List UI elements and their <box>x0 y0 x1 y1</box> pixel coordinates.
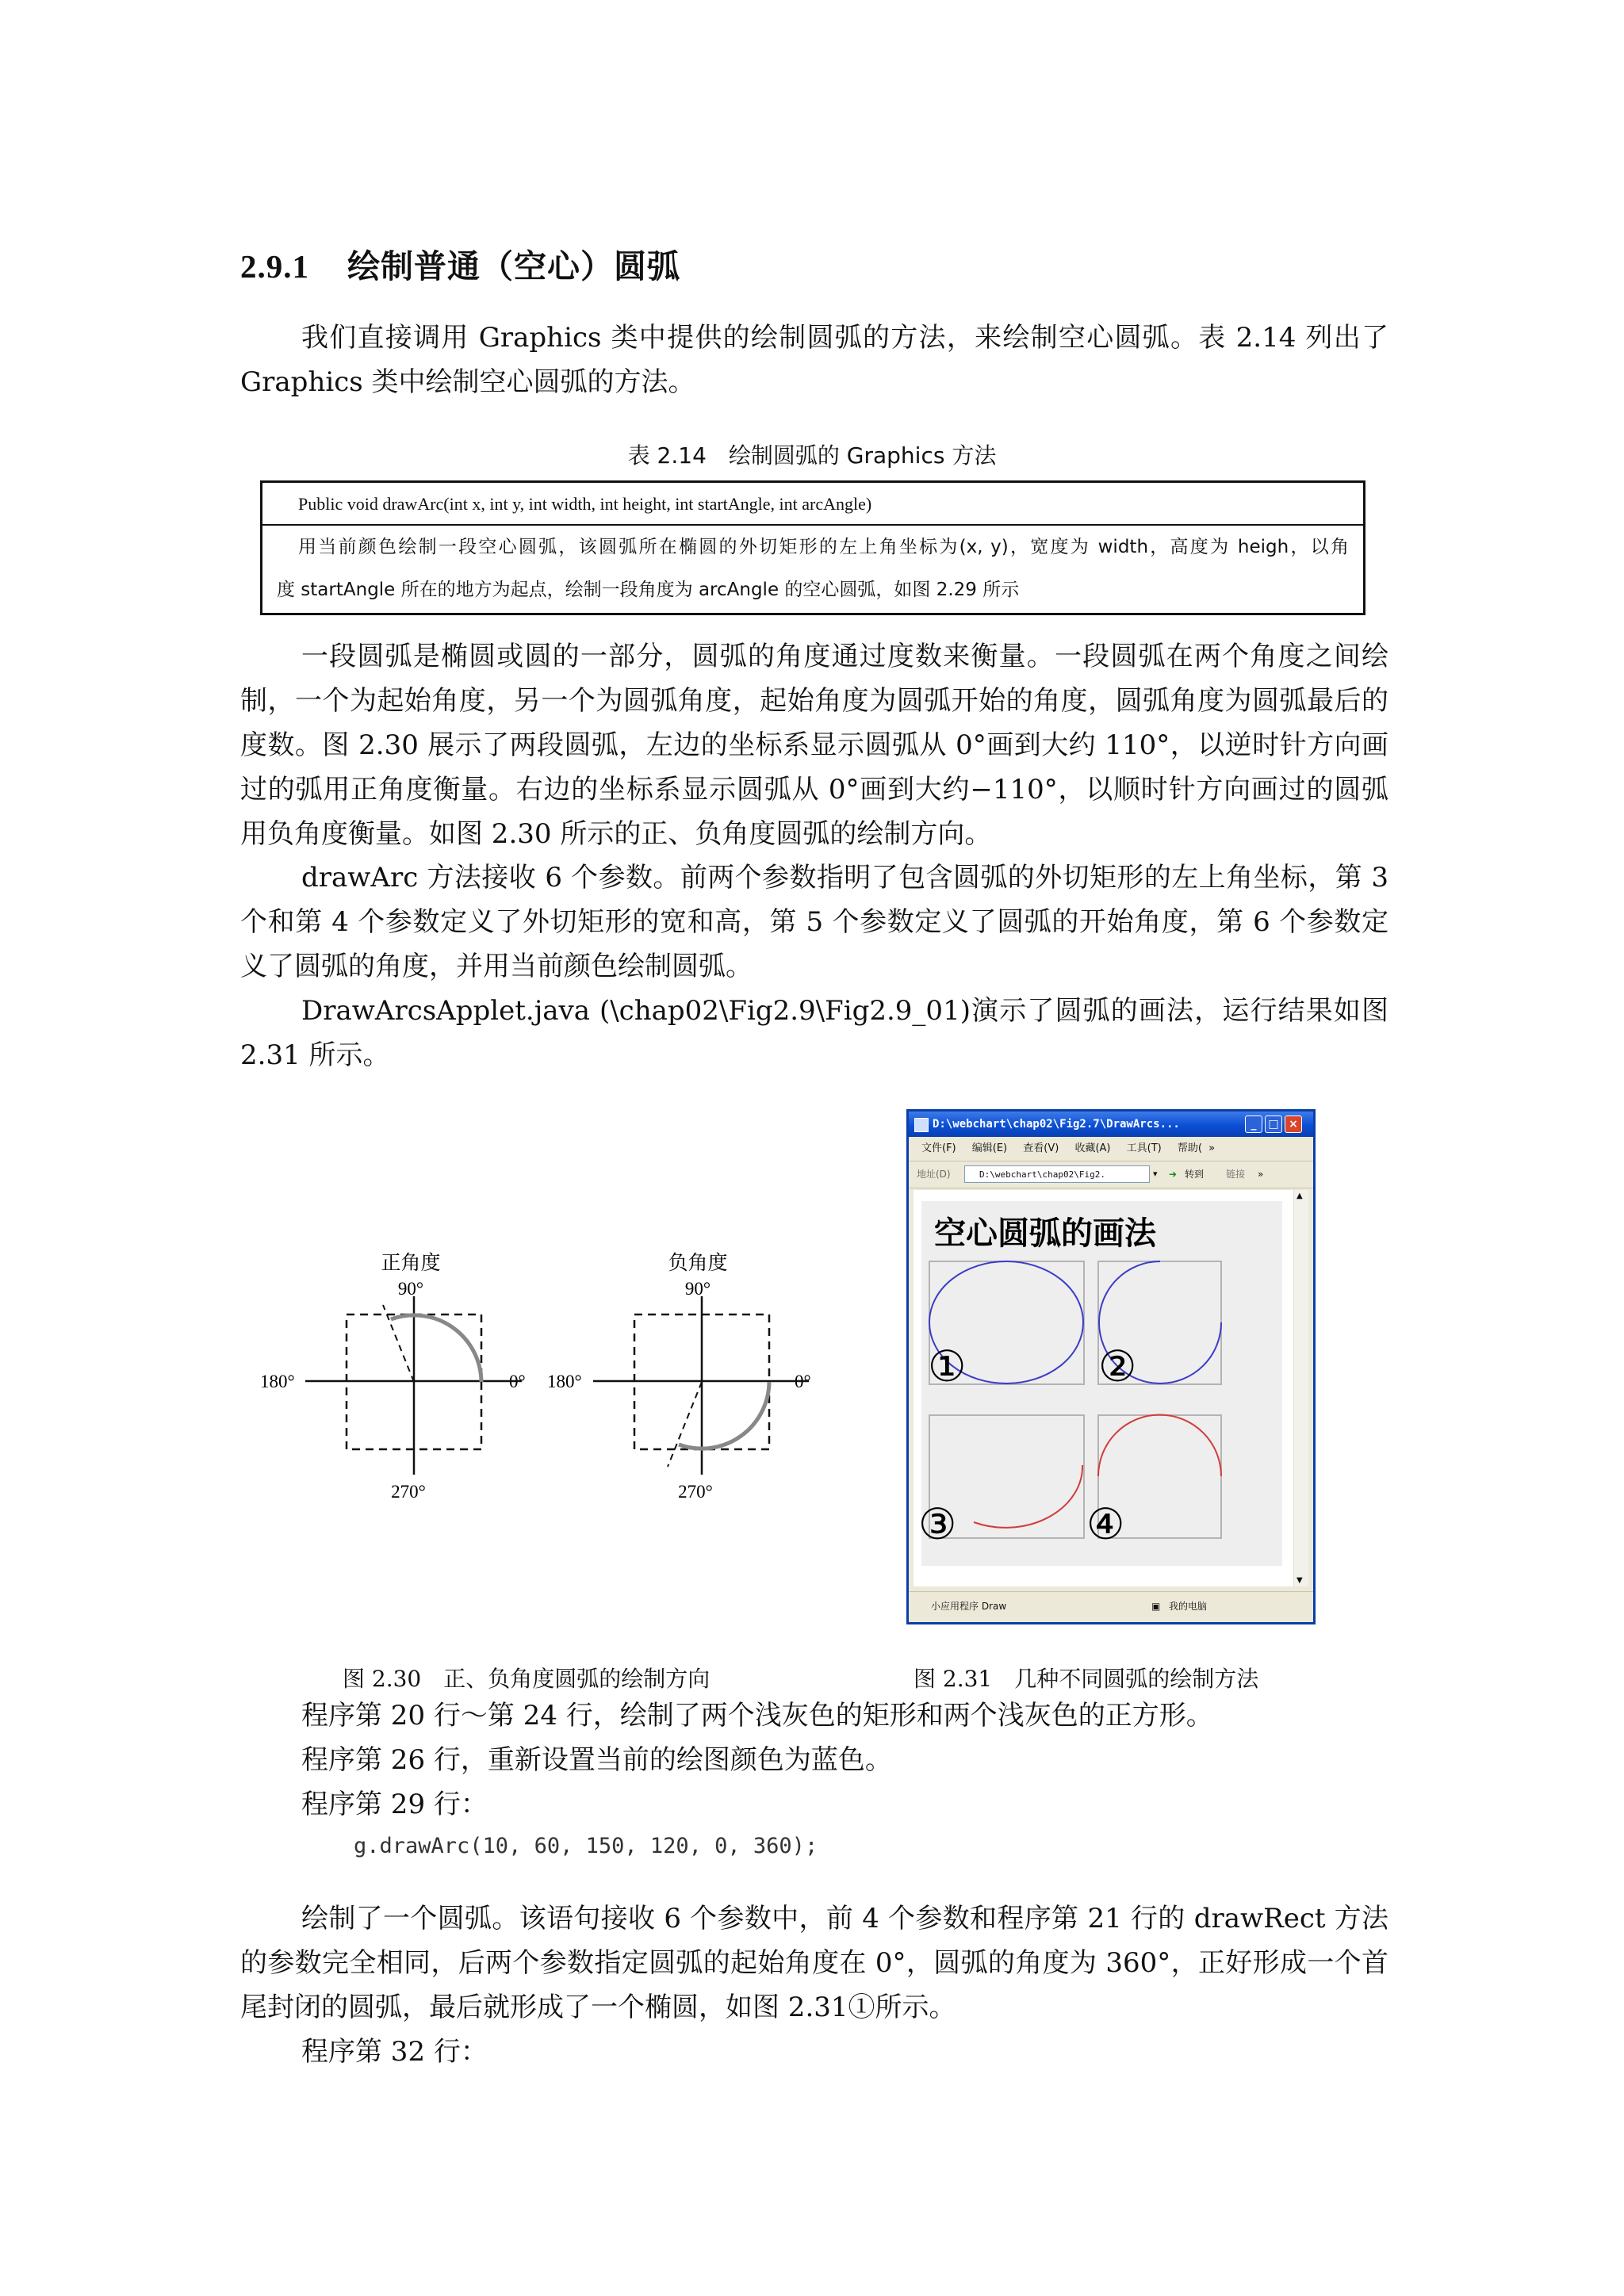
menu-help[interactable]: 帮助( <box>1177 1142 1202 1154</box>
window-title: D:\webchart\chap02\Fig2.7\DrawArcs... <box>933 1118 1180 1131</box>
applet-area <box>921 1201 1282 1566</box>
menu-file[interactable]: 文件(F) <box>921 1142 956 1154</box>
table-caption: 表 2.14 绘制圆弧的 Graphics 方法 <box>627 442 997 469</box>
links-label[interactable]: 链接 <box>1226 1169 1246 1180</box>
dropdown-arrow-icon[interactable]: ▾ <box>1153 1169 1158 1179</box>
menu-favorites[interactable]: 收藏(A) <box>1074 1142 1111 1154</box>
applet-title: 空心圆弧的画法 <box>934 1215 1156 1252</box>
section-title: 绘制普通（空心）圆弧 <box>347 247 680 285</box>
intro-paragraph: 我们直接调用 Graphics 类中提供的绘制圆弧的方法，来绘制空心圆弧。表 2.14 列出了 Graphics 类中绘制空心圆弧的方法。 <box>240 322 1388 398</box>
close-icon[interactable]: × <box>1285 1115 1302 1133</box>
ie-icon <box>914 1118 929 1132</box>
scroll-up-icon[interactable]: ▲ <box>1297 1192 1303 1200</box>
right-270-label: 270° <box>678 1482 713 1502</box>
address-value: D:\webchart\chap02\Fig2. <box>979 1169 1105 1180</box>
method-description-line1: 用当前颜色绘制一段空心圆弧，该圆弧所在椭圆的外切矩形的左上角坐标为(x, y)，宽度为 width，高度为 heigh，以角 <box>298 537 1349 557</box>
applet-canvas <box>921 1201 1282 1566</box>
browser-window <box>906 1109 1316 1624</box>
address-input[interactable] <box>964 1165 1150 1183</box>
method-table <box>260 480 1365 615</box>
method-signature: Public void drawArc(int x, int y, int width, int height, int startAngle, int arcAngle) <box>262 483 1363 526</box>
menu-edit[interactable]: 编辑(E) <box>971 1142 1008 1154</box>
negative-angle-label: 负角度 <box>668 1251 728 1274</box>
positive-angle-label: 正角度 <box>381 1251 441 1274</box>
window-titlebar <box>909 1112 1313 1137</box>
arc-red-partial-4 <box>1098 1415 1221 1477</box>
marker-1: ① <box>928 1341 967 1391</box>
section-number: 2.9.1 <box>240 248 309 285</box>
line-program-29: 程序第 29 行： <box>301 1789 488 1820</box>
positive-arc <box>391 1315 481 1382</box>
code-snippet: g.drawArc(10, 60, 150, 120, 0, 360); <box>354 1834 818 1858</box>
section-heading <box>240 240 680 287</box>
left-180-label: 180° <box>260 1372 295 1391</box>
browser-content <box>914 1190 1308 1586</box>
negative-angle-diagram <box>547 1251 811 1502</box>
address-label: 地址(D) <box>917 1169 951 1180</box>
method-description <box>262 526 1363 611</box>
paragraph-example-ref: DrawArcsApplet.java (\chap02\Fig2.9\Fig2.9_01)演示了圆弧的画法，运行结果如图 2.31 所示。 <box>240 995 1388 1071</box>
positive-angle-diagram <box>260 1251 526 1502</box>
paragraph-arc-intro: 一段圆弧是椭圆或圆的一部分，圆弧的角度通过度数来衡量。一段圆弧在两个角度之间绘制，一个为起始角度，另一个为圆弧角度，起始角度为圆弧开始的角度，圆弧角度为圆弧最后的度数。图 2.30 展示了两段圆弧，左边的坐标系显示圆弧从 0°画到大约 110°，以逆时针方向画过的弧用正角度衡量。右边的坐标系显示圆弧从 0°画到大约−110°，以顺时针方向画过的圆弧用负角度衡量。如图 2.30 所示的正、负角度圆弧的绘制方向。 <box>240 641 1388 850</box>
left-90-label: 90° <box>397 1279 424 1299</box>
right-180-label: 180° <box>547 1372 582 1391</box>
computer-icon: ▣ <box>1151 1601 1161 1612</box>
left-270-label: 270° <box>391 1482 426 1502</box>
menu-tools[interactable]: 工具(T) <box>1126 1142 1162 1154</box>
paragraph-drawarc-params: drawArc 方法接收 6 个参数。前两个参数指明了包含圆弧的外切矩形的左上角坐标，第 3 个和第 4 个参数定义了外切矩形的宽和高，第 5 个参数定义了圆弧的开始角度，第 6 个参数定义了圆弧的角度，并用当前颜色绘制圆弧。 <box>240 862 1388 982</box>
marker-3: ③ <box>921 1499 957 1549</box>
right-90-label: 90° <box>684 1279 711 1299</box>
go-arrow-icon[interactable]: ➜ <box>1169 1169 1178 1180</box>
line-program-26: 程序第 26 行，重新设置当前的绘图颜色为蓝色。 <box>301 1744 892 1776</box>
address-bar <box>909 1161 1313 1188</box>
marker-4: ④ <box>1086 1499 1125 1549</box>
go-button[interactable]: 转到 <box>1185 1169 1205 1180</box>
status-applet-text: 小应用程序 Draw <box>931 1601 1007 1612</box>
maximize-icon[interactable]: □ <box>1265 1115 1282 1133</box>
negative-arc <box>679 1382 769 1448</box>
status-zone-text: 我的电脑 <box>1169 1601 1208 1612</box>
paragraph-drawarc-explanation: 绘制了一个圆弧。该语句接收 6 个参数中，前 4 个参数和程序第 21 行的 drawRect 方法的参数完全相同，后两个参数指定圆弧的起始角度在 0°，圆弧的角度为 360°，正好形成一个首尾封闭的圆弧，最后就形成了一个椭圆，如图 2.31①所示。 <box>240 1903 1388 2023</box>
menu-bar <box>909 1137 1313 1161</box>
marker-2: ② <box>1098 1341 1137 1391</box>
minimize-icon[interactable]: _ <box>1245 1115 1262 1133</box>
chevron-right-icon[interactable]: » <box>1258 1169 1264 1180</box>
method-description-line2: 度 startAngle 所在的地方为起点，绘制一段角度为 arcAngle 的空心圆弧，如图 2.29 所示 <box>277 580 1020 600</box>
vertical-scrollbar[interactable] <box>1293 1190 1308 1586</box>
arc-red-partial-3 <box>974 1465 1082 1528</box>
figure-angle-diagram <box>254 1237 833 1506</box>
figure-230-caption: 图 2.30 正、负角度圆弧的绘制方向 <box>343 1666 710 1692</box>
menu-view[interactable]: 查看(V) <box>1023 1142 1059 1154</box>
scroll-down-icon[interactable]: ▼ <box>1297 1576 1303 1585</box>
line-program-20-24: 程序第 20 行～第 24 行，绘制了两个浅灰色的矩形和两个浅灰色的正方形。 <box>301 1700 1213 1732</box>
chevron-right-icon[interactable]: » <box>1208 1142 1216 1154</box>
line-program-32: 程序第 32 行： <box>301 2036 488 2068</box>
left-0-label: 0° <box>509 1372 526 1391</box>
figure-231-caption: 图 2.31 几种不同圆弧的绘制方法 <box>914 1666 1259 1692</box>
right-0-label: 0° <box>795 1372 811 1391</box>
status-bar <box>909 1591 1313 1621</box>
